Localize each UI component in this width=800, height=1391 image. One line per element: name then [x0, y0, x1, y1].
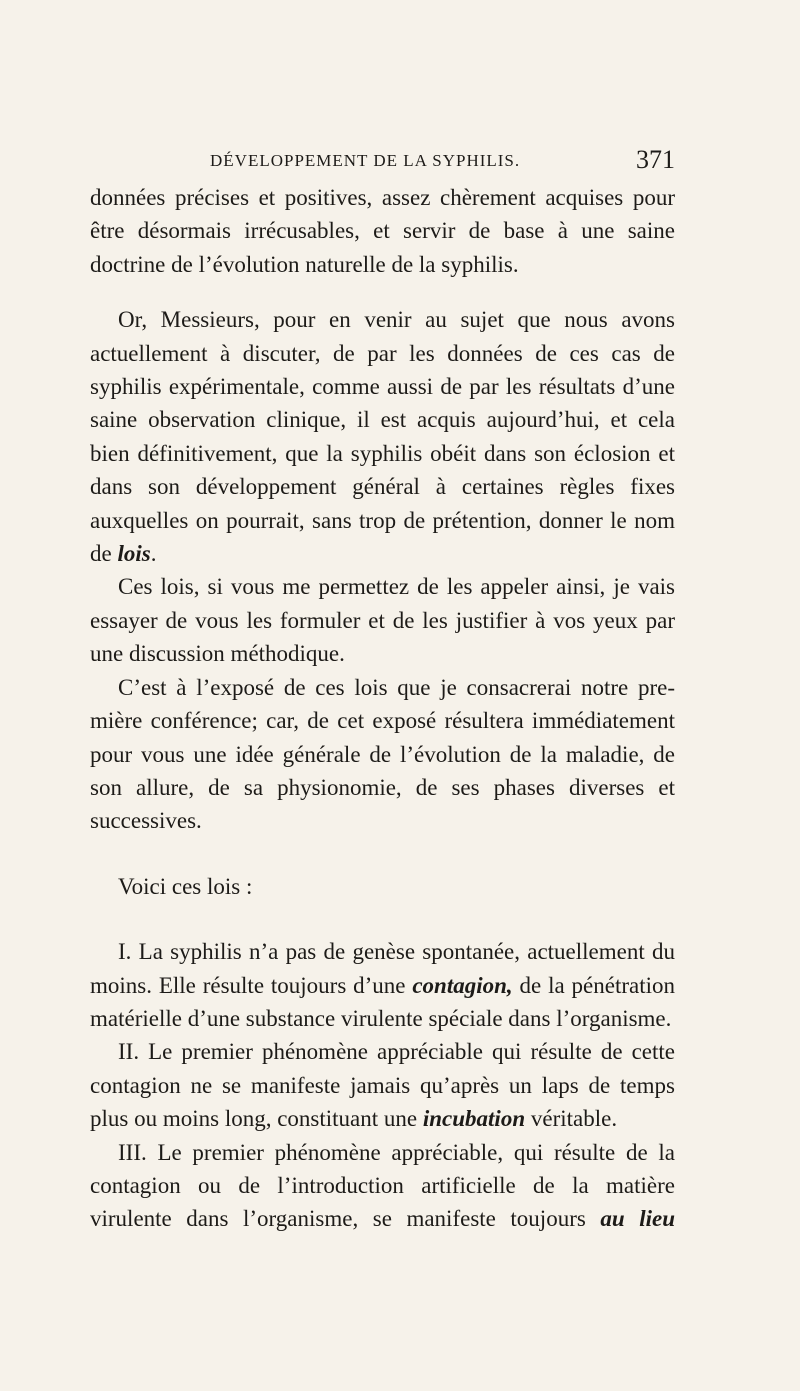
paragraph-messieurs: Or, Messieurs, pour en venir au sujet que nous avons actuellement à discuter, de par les données de ces cas de syphilis expérimentale, comme aussi de par les résultats d’une saine observation clinique, il est acquis aujourd’hui, et cela bien définitivement, que la syphilis obéit dans son éclosion et dans son développement général à certaines règles fixes auxquelles on pourrait, sans trop de prétention, donner le nom de lois. — [90, 307, 675, 567]
paragraph-voici: Voici ces lois : — [118, 873, 253, 899]
paragraph-continuation: données précises et positives, assez chèrement acquises pour être désormais irrécusables, et servir de base à une saine doctrine de l’évolution naturelle de la syphilis. — [90, 185, 675, 277]
emphasis-lois: lois — [117, 541, 151, 567]
paragraph-ces-lois: Ces lois, si vous me permettez de les appeler ainsi, je vais essayer de vous les formuler et de les justifier à vos yeux par une discussion méthodique. — [90, 574, 675, 667]
law-three: III. Le premier phénomène appréciable, qui résulte de la contagion ou de l’introduction artificielle de la matière virulente dans l’organisme, se manifeste toujours au lieu — [90, 1139, 675, 1232]
book-page — [90, 145, 675, 1236]
emphasis-au-lieu: au lieu — [600, 1206, 675, 1232]
emphasis-contagion: contagion, — [412, 972, 513, 998]
running-title: DÉVELOPPEMENT DE LA SYPHILIS. — [210, 151, 521, 170]
emphasis-incubation: incubation — [422, 1106, 526, 1132]
paragraph-expose: C’est à l’exposé de ces lois que je consacrerai notre première conférence; car, de cet exposé résultera immédiatement pour vous une idée générale de l’évolution de la maladie, de son allure, de sa physionomie, de ses phases diverses et successives. — [90, 674, 675, 834]
page-header — [90, 145, 675, 181]
law-two: II. Le premier phénomène appréciable qui résulte de cette contagion ne se manifeste jamais qu’après un laps de temps plus ou moins long, constituant une incubation véritable. — [90, 1039, 675, 1132]
law-one: I. La syphilis n’a pas de genèse spontanée, actuellement du moins. Elle résulte toujours d’une contagion, de la pénétration matérielle d’une substance virulente spéciale dans l’organisme. — [90, 939, 675, 1031]
page-number: 371 — [636, 145, 675, 174]
